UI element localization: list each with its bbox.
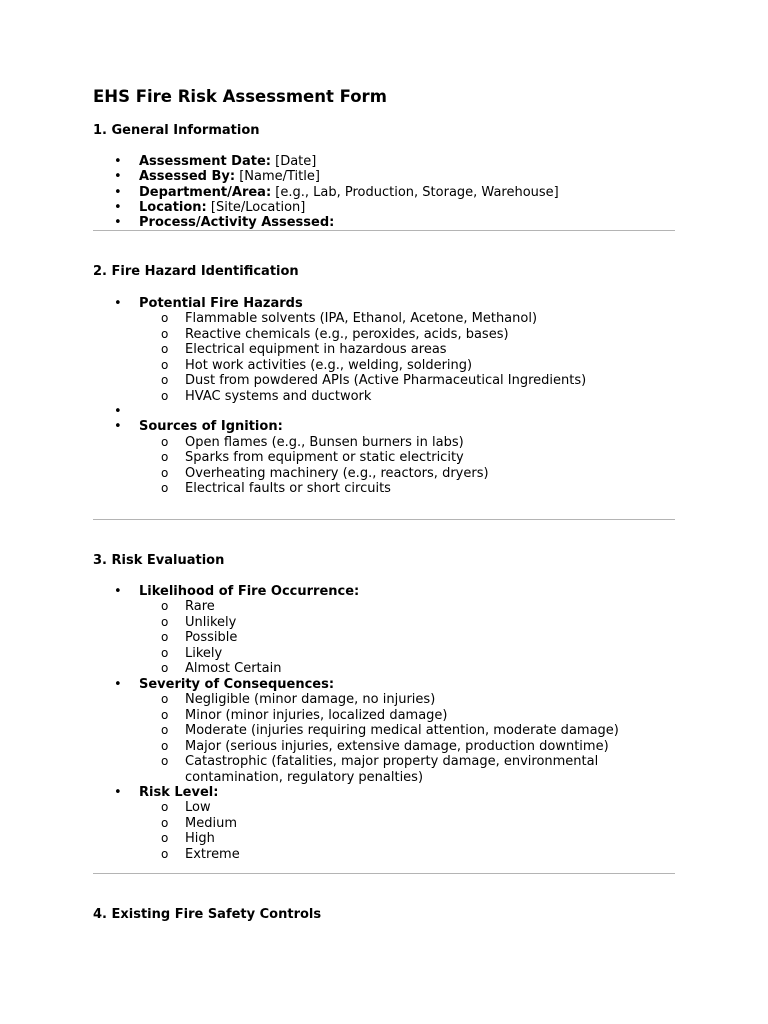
risk-level-sublist xyxy=(139,800,675,862)
ignition-sublist xyxy=(139,435,675,497)
field-label: Process/Activity Assessed: xyxy=(139,215,335,231)
list-item: o Minor (minor injuries, localized damage) xyxy=(139,708,675,724)
section-4-heading: 4. Existing Fire Safety Controls xyxy=(93,907,322,922)
fire-hazard-list xyxy=(93,296,675,497)
list-item: o Hot work activities (e.g., welding, soldering) xyxy=(139,358,675,374)
field-label: Department/Area: xyxy=(139,184,272,200)
field-value: [e.g., Lab, Production, Storage, Warehouse] xyxy=(271,184,559,200)
list-item: o High xyxy=(139,831,675,847)
group-label: Risk Level: xyxy=(139,785,219,801)
list-item: o Electrical equipment in hazardous areas xyxy=(139,342,675,358)
list-item: o Moderate (injuries requiring medical attention, moderate damage) xyxy=(139,723,675,739)
field-value: [Site/Location] xyxy=(206,199,306,215)
field-value: [Name/Title] xyxy=(235,169,320,185)
general-info-list xyxy=(93,154,675,230)
list-item: o Reactive chemicals (e.g., peroxides, acids, bases) xyxy=(139,327,675,343)
hazards-sublist xyxy=(139,311,675,404)
section-divider xyxy=(93,873,675,874)
section-3-heading: 3. Risk Evaluation xyxy=(93,553,225,568)
group-label: Sources of Ignition: xyxy=(139,419,283,435)
list-item: o Extreme xyxy=(139,847,675,863)
section-divider xyxy=(93,519,675,520)
group-label: Likelihood of Fire Occurrence: xyxy=(139,584,360,599)
group-label: Severity of Consequences: xyxy=(139,676,335,692)
list-item: o Catastrophic (fatalities, major property damage, environmental contamination, regulatory penalties) xyxy=(139,754,625,785)
list-item: o Almost Certain xyxy=(139,661,675,677)
list-item xyxy=(93,677,675,785)
severity-sublist xyxy=(139,692,675,785)
list-item xyxy=(93,200,675,215)
list-item: o Likely xyxy=(139,646,675,662)
group-label: Potential Fire Hazards xyxy=(139,296,303,311)
risk-evaluation-list xyxy=(93,584,675,862)
list-item: o Open flames (e.g., Bunsen burners in labs) xyxy=(139,435,675,451)
list-item: o Negligible (minor damage, no injuries) xyxy=(139,692,675,708)
list-item: o Possible xyxy=(139,630,675,646)
section-1-heading: 1. General Information xyxy=(93,123,260,138)
list-item xyxy=(93,584,675,677)
list-item xyxy=(93,419,675,496)
list-item: o Unlikely xyxy=(139,615,675,631)
list-item: o Sparks from equipment or static electricity xyxy=(139,450,675,466)
section-2-heading: 2. Fire Hazard Identification xyxy=(93,264,299,279)
field-label: Assessed By: xyxy=(139,169,236,185)
list-item: o Electrical faults or short circuits xyxy=(139,481,675,497)
list-item xyxy=(93,785,675,862)
list-item: o Major (serious injuries, extensive damage, production downtime) xyxy=(139,739,675,755)
list-item xyxy=(93,185,675,200)
list-item: o Medium xyxy=(139,816,675,832)
field-value: [Date] xyxy=(270,154,317,169)
field-label: Assessment Date: xyxy=(139,154,271,169)
document-title: EHS Fire Risk Assessment Form xyxy=(93,87,387,106)
list-item xyxy=(93,296,675,404)
list-item: o Flammable solvents (IPA, Ethanol, Acetone, Methanol) xyxy=(139,311,675,327)
list-item xyxy=(93,215,675,230)
spacer xyxy=(93,404,675,419)
likelihood-sublist xyxy=(139,599,675,677)
list-item xyxy=(93,169,675,184)
field-label: Location: xyxy=(139,199,207,215)
list-item xyxy=(93,154,675,169)
list-item: o Dust from powdered APIs (Active Pharmaceutical Ingredients) xyxy=(139,373,675,389)
list-item: o Rare xyxy=(139,599,675,615)
list-item: o Low xyxy=(139,800,675,816)
list-item: o Overheating machinery (e.g., reactors, dryers) xyxy=(139,466,675,482)
list-item: o HVAC systems and ductwork xyxy=(139,389,675,405)
section-divider xyxy=(93,230,675,231)
